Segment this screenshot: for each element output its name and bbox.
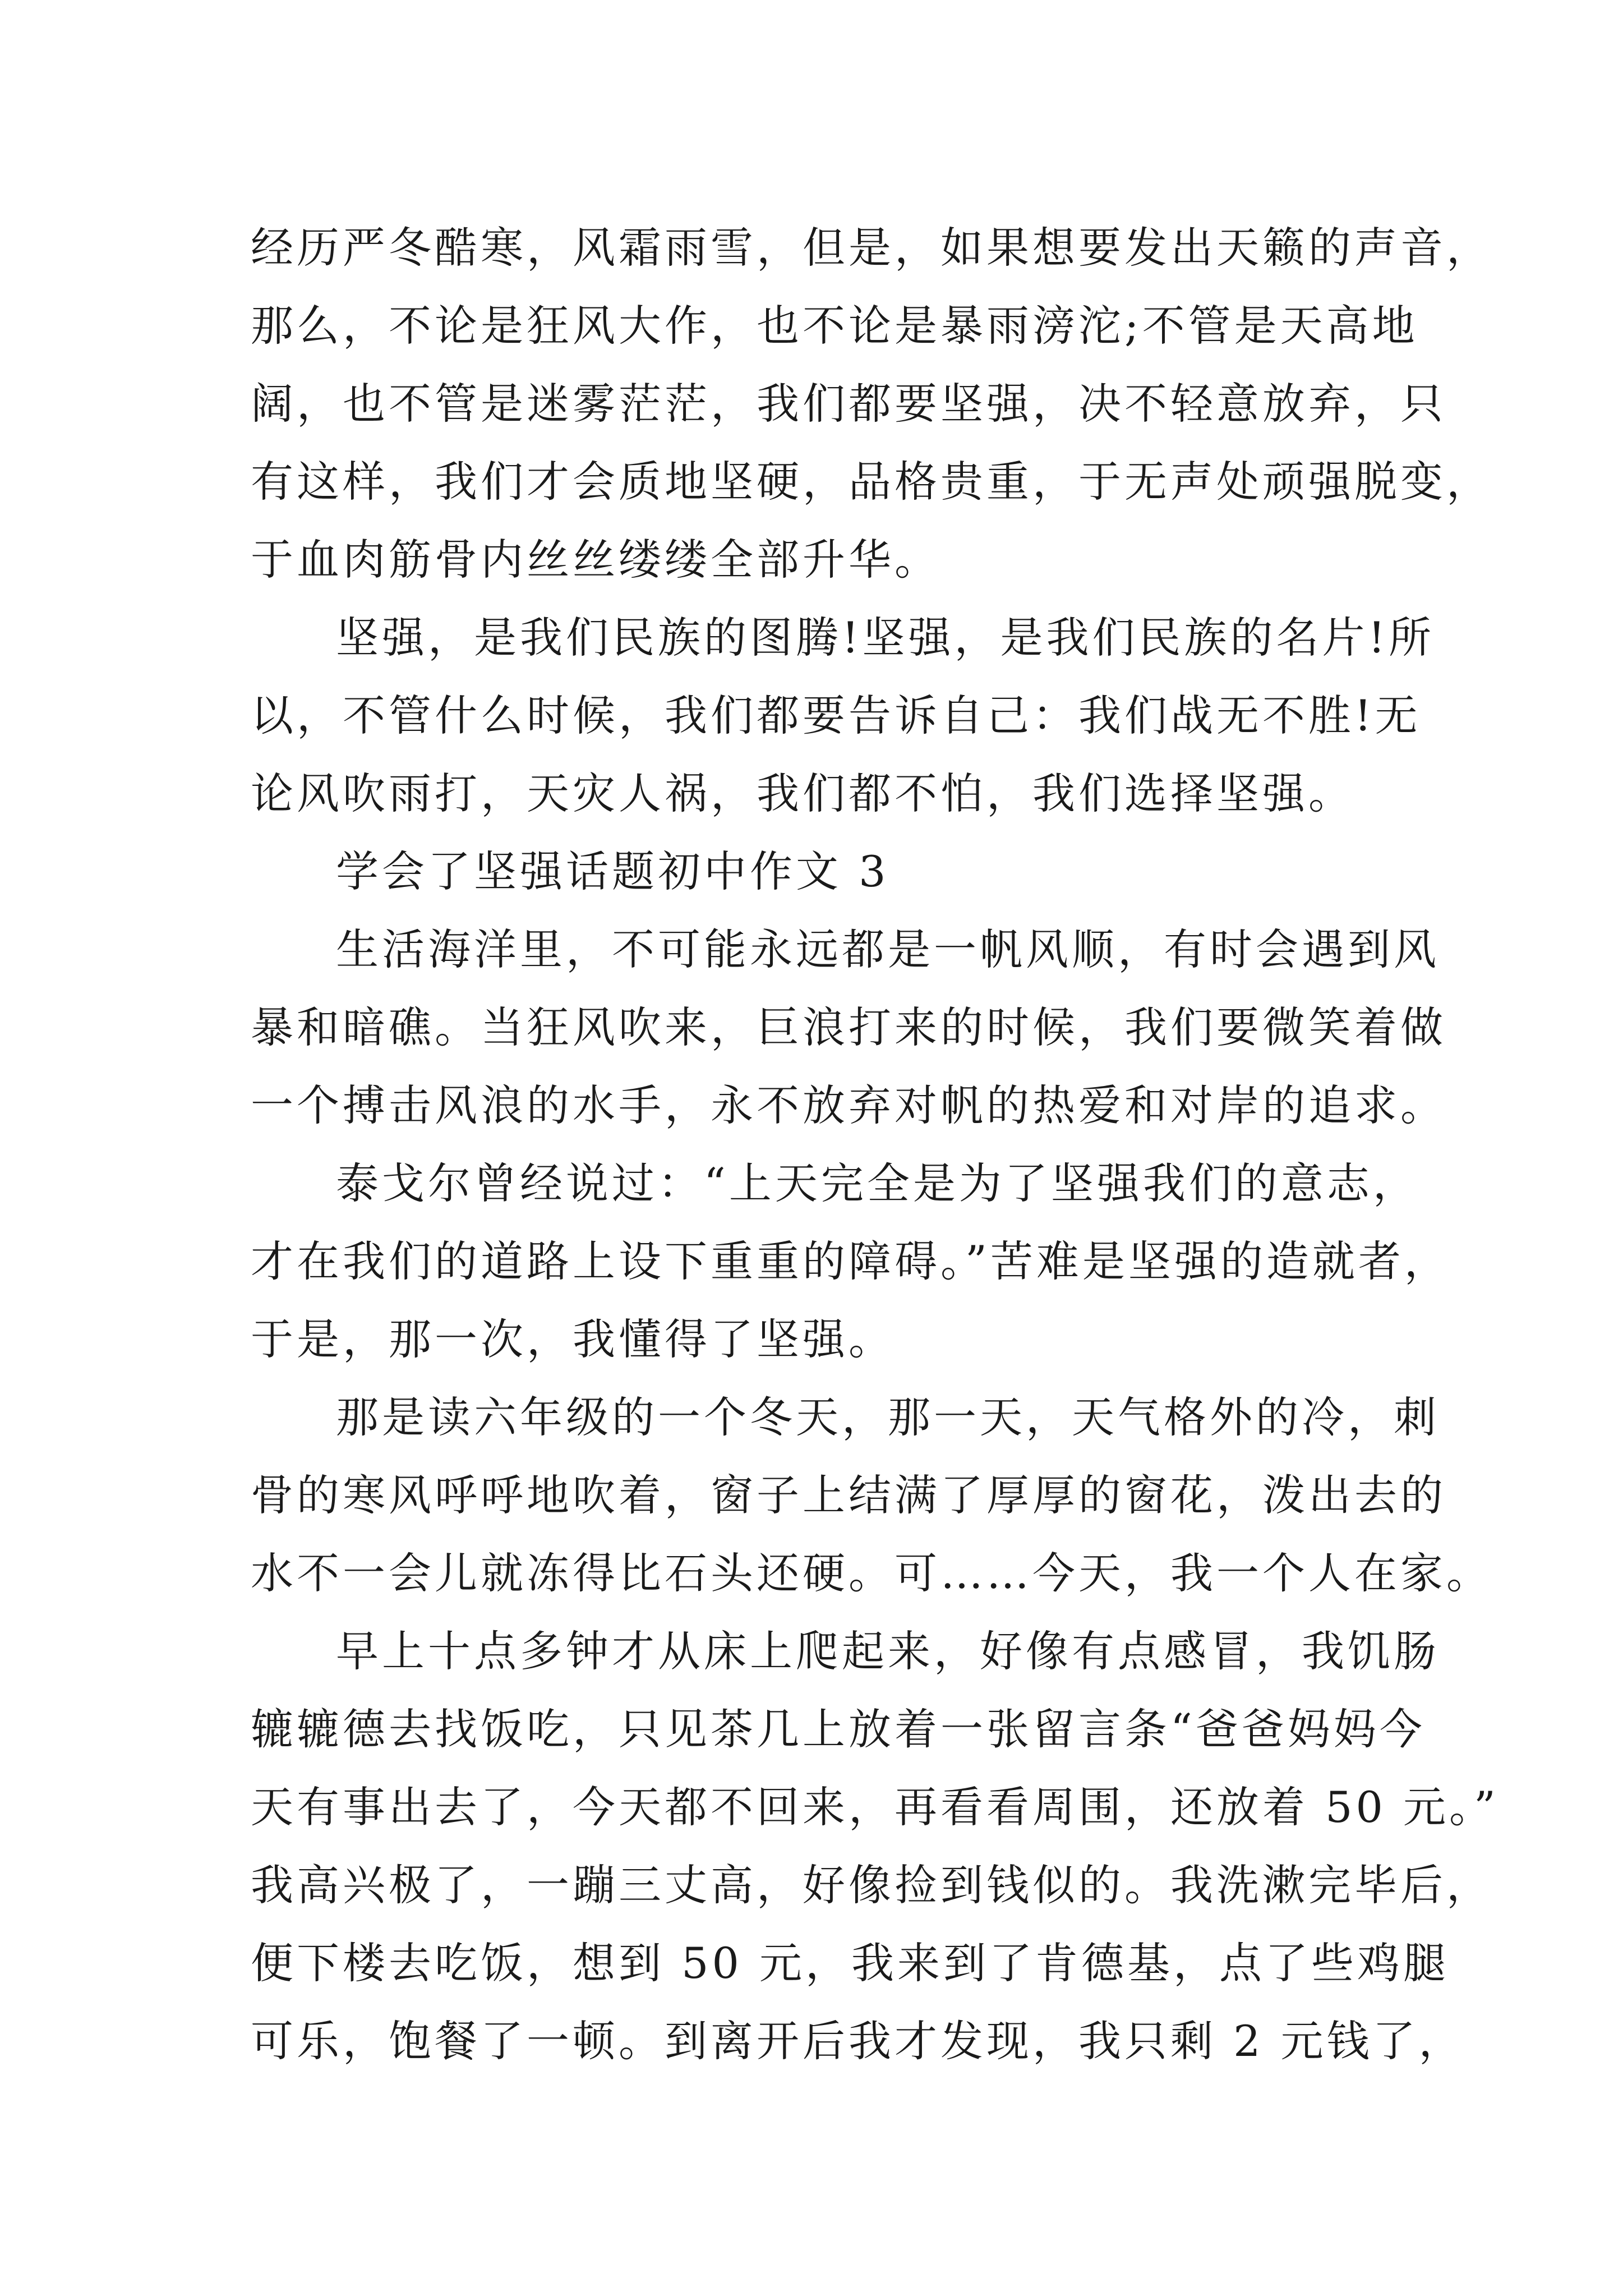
text-line: 天有事出去了，今天都不回来，再看看周围，还放着 50 元。” <box>251 1782 1499 1832</box>
paragraph-start-line: 生活海洋里，不可能永远都是一帆风顺，有时会遇到风 <box>336 924 1440 974</box>
text-line: 那么，不论是狂风大作，也不论是暴雨滂沱;不管是天高地 <box>251 301 1418 351</box>
text-line: 骨的寒风呼呼地吹着，窗子上结满了厚厚的窗花，泼出去的 <box>251 1470 1446 1520</box>
text-line: 便下楼去吃饭，想到 50 元，我来到了肯德基，点了些鸡腿 <box>251 1938 1450 1988</box>
text-line: 于血肉筋骨内丝丝缕缕全部升华。 <box>251 535 940 585</box>
text-line: 可乐，饱餐了一顿。到离开后我才发现，我只剩 2 元钱了， <box>251 2016 1465 2066</box>
paragraph-start-line: 泰戈尔曾经说过：“上天完全是为了坚强我们的意志， <box>336 1158 1419 1208</box>
text-line: 阔，也不管是迷雾茫茫，我们都要坚强，决不轻意放弃，只 <box>251 379 1446 429</box>
text-line: 我高兴极了，一蹦三丈高，好像捡到钱似的。我洗漱完毕后， <box>251 1860 1492 1910</box>
paragraph-start-line: 那是读六年级的一个冬天，那一天，天气格外的冷，刺 <box>336 1392 1440 1442</box>
text-line: 有这样，我们才会质地坚硬，品格贵重，于无声处顽强脱变， <box>251 457 1492 507</box>
text-line: 于是，那一次，我懂得了坚强。 <box>251 1314 895 1364</box>
section-heading: 学会了坚强话题初中作文 3 <box>336 846 889 896</box>
text-line: 辘辘德去找饭吃，只见茶几上放着一张留言条“爸爸妈妈今 <box>251 1704 1426 1754</box>
text-line: 水不一会儿就冻得比石头还硬。可……今天，我一个人在家。 <box>251 1548 1492 1598</box>
text-line: 一个搏击风浪的水手，永不放弃对帆的热爱和对岸的追求。 <box>251 1080 1446 1130</box>
document-body <box>251 209 1499 2080</box>
text-line: 经历严冬酷寒，风霜雨雪，但是，如果想要发出天籁的声音， <box>251 223 1492 273</box>
text-line: 论风吹雨打，天灾人祸，我们都不怕，我们选择坚强。 <box>251 769 1354 818</box>
paragraph-start-line: 坚强，是我们民族的图腾!坚强，是我们民族的名片!所 <box>336 613 1435 662</box>
text-line: 才在我们的道路上设下重重的障碍。”苦难是坚强的造就者， <box>251 1236 1450 1286</box>
paragraph-start-line: 早上十点多钟才从床上爬起来，好像有点感冒，我饥肠 <box>336 1626 1440 1676</box>
text-line: 以，不管什么时候，我们都要告诉自己：我们战无不胜!无 <box>251 691 1421 740</box>
text-line: 暴和暗礁。当狂风吹来，巨浪打来的时候，我们要微笑着做 <box>251 1002 1446 1052</box>
